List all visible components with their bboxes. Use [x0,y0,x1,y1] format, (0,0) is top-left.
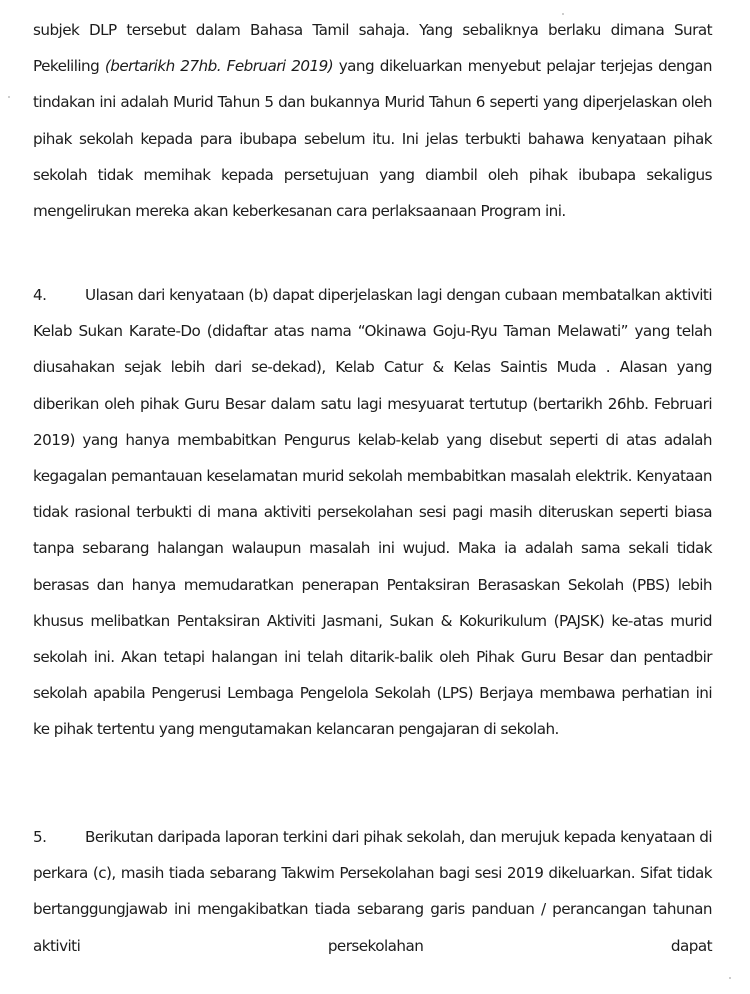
paragraph-5-number: 5. [33,828,47,846]
paragraph-5-text: Berikutan daripada laporan terkini dari pihak sekolah, dan merujuk kepada kenyataan di perkara (c), masih tiada sebarang Takwim Persekolahan bagi sesi 2019 dikeluarkan. Sifat tidak bertanggungjawab ini mengakibatkan tiada sebarang garis panduan / perancangan tahunan aktiviti persekolahan dapat [33,828,712,955]
paragraph-continued-text-1: subjek DLP tersebut dalam Bahasa Tamil sahaja. Yang sebaliknya berlaku dimana Surat Pekeliling [33,21,712,76]
paragraph-4 [33,277,712,748]
scan-speck [562,13,564,15]
paragraph-4-text: Ulasan dari kenyataan (b) dapat diperjelaskan lagi dengan cubaan membatalkan aktiviti Kelab Sukan Karate-Do (didaftar atas nama “Okinawa Goju-Ryu Taman Melawati” yang telah diusahakan sejak lebih dari se-dekad), Kelab Catur & Kelas Saintis Muda . Alasan yang diberikan oleh pihak Guru Besar dalam satu lagi mesyuarat tertutup (bertarikh 26hb. Februari 2019) yang hanya membabitkan Pengurus kelab-kelab yang disebut seperti di atas adalah kegagalan pemantauan keselamatan murid sekolah membabitkan masalah elektrik. Kenyataan tidak rasional terbukti di mana aktiviti persekolahan sesi pagi masih diteruskan seperti biasa tanpa sebarang halangan walaupun masalah ini wujud. Maka ia adalah sama sekali tidak berasas dan hanya memudaratkan penerapan Pentaksiran Berasaskan Sekolah (PBS) lebih khusus melibatkan Pentaksiran Aktiviti Jasmani, Sukan & Kokurikulum (PAJSK) ke-atas murid sekolah ini. Akan tetapi halangan ini telah ditarik-balik oleh Pihak Guru Besar dan pentadbir sekolah apabila Pengerusi Lembaga Pengelola Sekolah (LPS) Berjaya membawa perhatian ini ke pihak tertentu yang mengutamakan kelancaran pengajaran di sekolah. [33,286,712,739]
paragraph-5 [33,819,712,964]
scan-speck [8,96,10,98]
scan-speck [729,977,731,979]
paragraph-continued-text-2: yang dikeluarkan menyebut pelajar terjejas dengan tindakan ini adalah Murid Tahun 5 dan bukannya Murid Tahun 6 seperti yang diperjelaskan oleh pihak sekolah kepada para ibubapa sebelum itu. Ini jelas terbukti bahawa kenyataan pihak sekolah tidak memihak kepada persetujuan yang diambil oleh pihak ibubapa sekaligus mengelirukan mereka akan keberkesanan cara perlaksaanaan Program ini. [33,57,712,221]
paragraph-continued-italic-date: (bertarikh 27hb. Februari 2019) [104,57,334,76]
paragraph-continued [33,12,712,229]
paragraph-4-number: 4. [33,286,47,304]
